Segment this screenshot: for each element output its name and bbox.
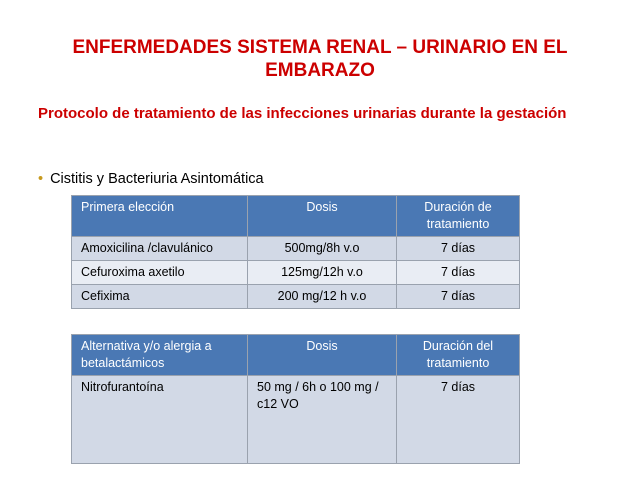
slide-subtitle: Protocolo de tratamiento de las infecciones urinarias durante la gestación — [38, 105, 567, 122]
header-cell: Dosis — [248, 335, 397, 376]
table-cell: 200 mg/12 h v.o — [248, 285, 397, 309]
header-cell: Duración del tratamiento — [397, 335, 520, 376]
table-cell: 7 días — [397, 261, 520, 285]
table-cell: Nitrofurantoína — [72, 376, 248, 464]
table-row — [72, 261, 520, 285]
header-cell: Duración de tratamiento — [397, 196, 520, 237]
table-cell: 50 mg / 6h o 100 mg / c12 VO — [248, 376, 397, 464]
header-cell: Primera elección — [72, 196, 248, 237]
table-header-row — [72, 196, 520, 237]
bullet-icon: • — [38, 171, 44, 187]
bullet-text: Cistitis y Bacteriuria Asintomática — [50, 171, 264, 187]
table-row — [72, 285, 520, 309]
table-cell: 7 días — [397, 237, 520, 261]
first-choice-table — [71, 195, 520, 309]
header-cell: Alternativa y/o alergia a betalactámicos — [72, 335, 248, 376]
table-cell: 7 días — [397, 376, 520, 464]
table-row — [72, 376, 520, 464]
table-row — [72, 237, 520, 261]
bullet-item — [38, 170, 264, 188]
alternative-table — [71, 334, 520, 464]
header-cell: Dosis — [248, 196, 397, 237]
table-cell: Cefixima — [72, 285, 248, 309]
table-cell: 125mg/12h v.o — [248, 261, 397, 285]
slide-title: ENFERMEDADES SISTEMA RENAL – URINARIO EN EL EMBARAZO — [72, 37, 568, 81]
table-cell: 7 días — [397, 285, 520, 309]
table-cell: 500mg/8h v.o — [248, 237, 397, 261]
table-cell: Amoxicilina /clavulánico — [72, 237, 248, 261]
table-cell: Cefuroxima axetilo — [72, 261, 248, 285]
table-header-row — [72, 335, 520, 376]
